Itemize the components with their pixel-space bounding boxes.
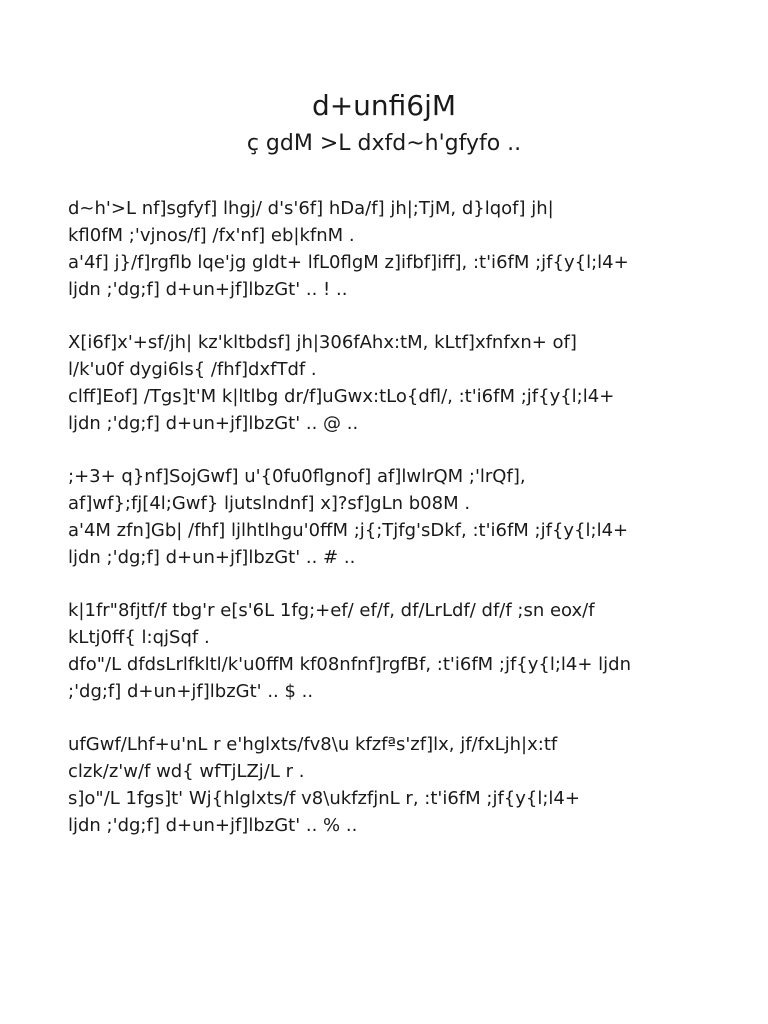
- stanza-line: d~h'>L nf]sgfyf] lhgj/ d's'6f] hDa/f] jh|;TjM, d}lqof] jh|: [68, 198, 554, 219]
- stanza-line: a'4f] j}/f]rgflb lqe'jg gldt+ lfL0flgM z]ifbf]iff], :t'i6fM ;jf{y{l;l4+: [68, 252, 629, 273]
- page-title: d+unfi6jM: [311, 89, 457, 122]
- stanza-line: a'4M zfn]Gb| /fhf] ljlhtlhgu'0ffM ;j{;Tjfg'sDkf, :t'i6fM ;jf{y{l;l4+: [68, 520, 629, 541]
- stanza-5: [68, 731, 708, 839]
- stanza-line: k|1fr"8fjtf/f tbg'r e[s'6L 1fg;+ef/ ef/f, df/LrLdf/ df/f ;sn eox/f: [68, 600, 595, 621]
- document-body: [68, 195, 708, 865]
- stanza-line: kfl0fM ;'vjnos/f] /fx'nf] eb|kfnM .: [68, 225, 355, 246]
- stanza-3: [68, 463, 708, 571]
- stanza-line: ljdn ;'dg;f] d+un+jf]lbzGt' .. % ..: [68, 815, 358, 836]
- stanza-line: dfo"/L dfdsLrlfkltl/k'u0ffM kf08nfnf]rgfBf, :t'i6fM ;jf{y{l;l4+ ljdn: [68, 654, 632, 675]
- stanza-1: [68, 195, 708, 303]
- stanza-line: s]o"/L 1fgs]t' Wj{hlglxts/f v8\ukfzfjnL r, :t'i6fM ;jf{y{l;l4+: [68, 788, 580, 809]
- stanza-line: af]wf};fj[4l;Gwf} ljutslndnf] x]?sf]gLn b08M .: [68, 493, 471, 514]
- stanza-line: kLtj0ff{ l:qjSqf .: [68, 627, 210, 648]
- stanza-line: l/k'u0f dygi6ls{ /fhf]dxfTdf .: [68, 359, 317, 380]
- stanza-2: [68, 329, 708, 437]
- stanza-line: X[i6f]x'+sf/jh| kz'kltbdsf] jh|306fAhx:tM, kLtf]xfnfxn+ of]: [68, 332, 577, 353]
- page-subtitle: ç gdM >L dxfd~h'gfyfo ..: [246, 131, 522, 156]
- stanza-line: ;'dg;f] d+un+jf]lbzGt' .. $ ..: [68, 681, 314, 702]
- stanza-line: ljdn ;'dg;f] d+un+jf]lbzGt' .. ! ..: [68, 279, 348, 300]
- stanza-line: ljdn ;'dg;f] d+un+jf]lbzGt' .. # ..: [68, 547, 356, 568]
- stanza-line: clff]Eof] /Tgs]t'M k|ltlbg dr/f]uGwx:tLo{dfl/, :t'i6fM ;jf{y{l;l4+: [68, 386, 615, 407]
- stanza-line: ljdn ;'dg;f] d+un+jf]lbzGt' .. @ ..: [68, 413, 359, 434]
- stanza-4: [68, 597, 708, 705]
- stanza-line: ;+3+ q}nf]SojGwf] u'{0fu0flgnof] af]lwlrQM ;'lrQf],: [68, 466, 526, 487]
- stanza-line: ufGwf/Lhf+u'nL r e'hglxts/fv8\u kfzfªs'zf]lx, jf/fxLjh|x:tf: [68, 734, 558, 755]
- stanza-line: clzk/z'w/f wd{ wfTjLZj/L r .: [68, 761, 305, 782]
